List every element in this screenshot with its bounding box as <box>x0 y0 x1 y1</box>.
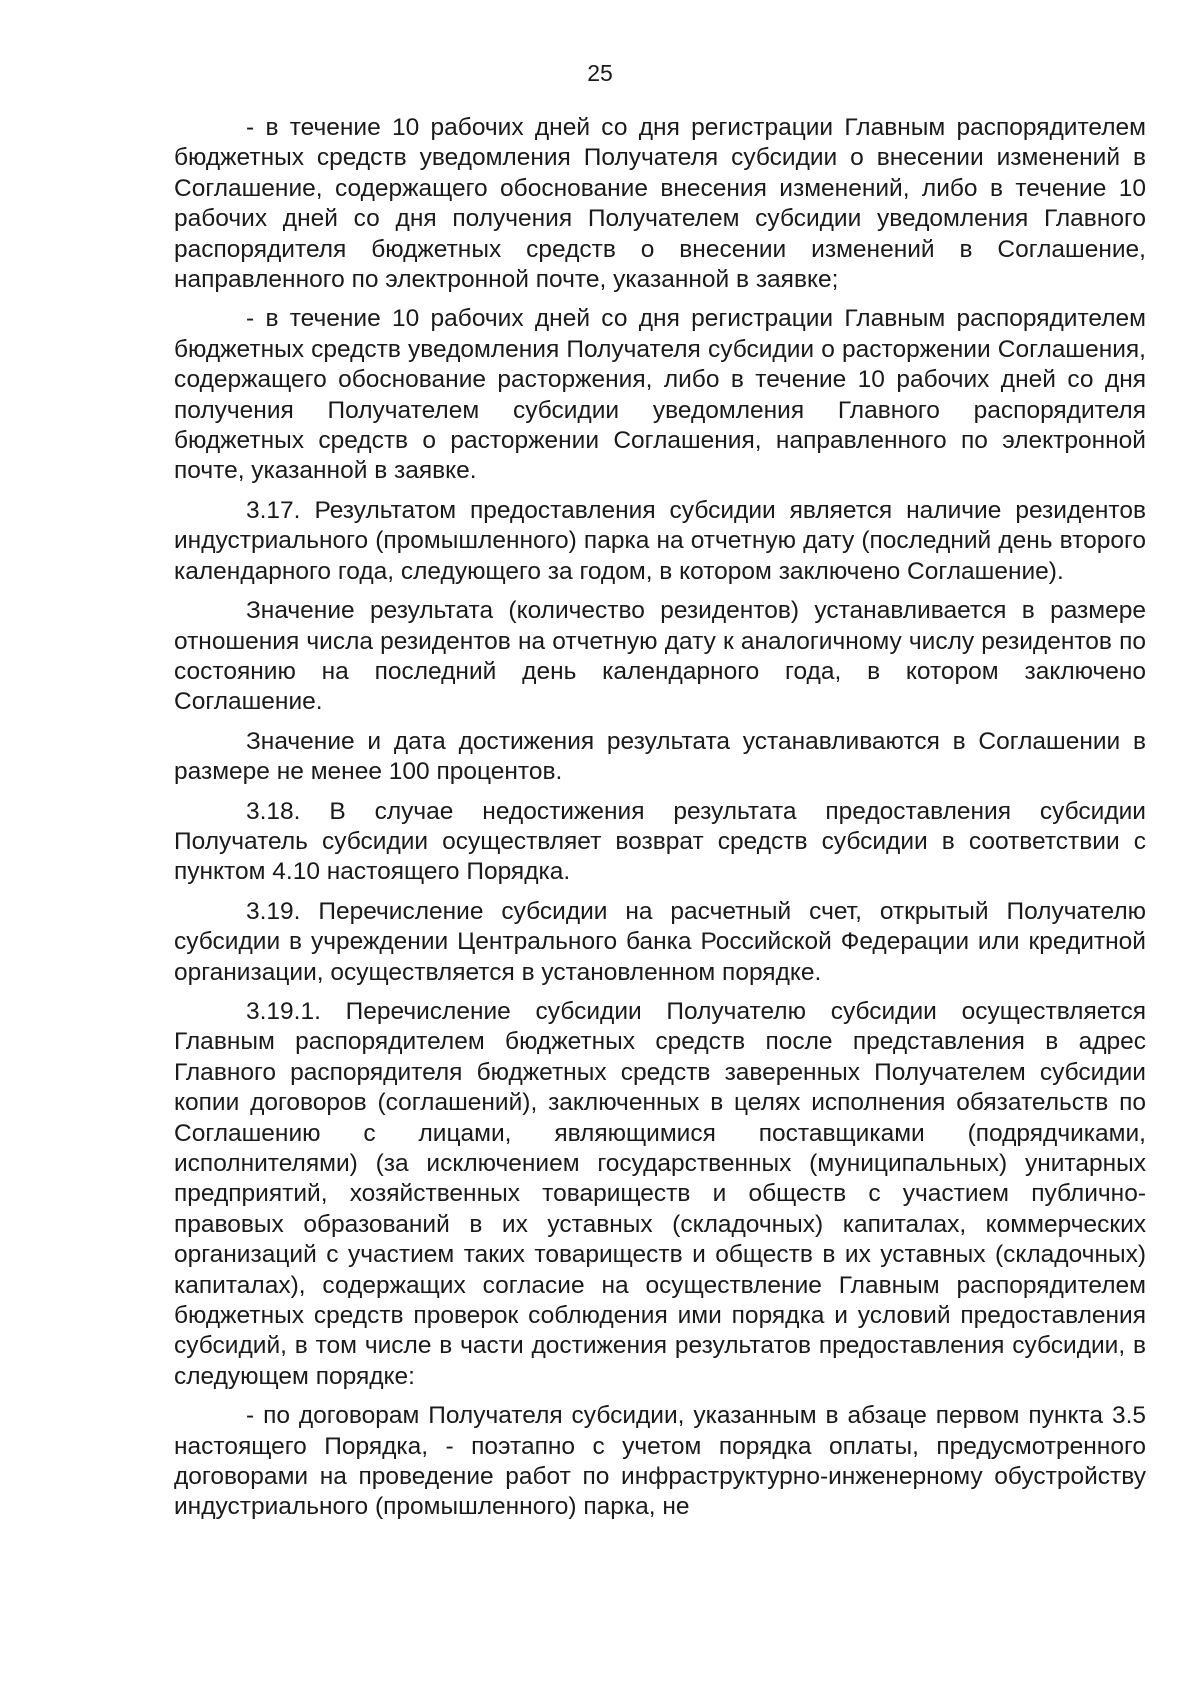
paragraph-3-19-1-transfer-procedure: 3.19.1. Перечисление субсидии Получателю субсидии осуществляется Главным распорядителем бюджетных средств после представления в адрес Главного распорядителя бюджетных средств заверенных Получателем субсидии копии договоров (соглашений), заключенных в целях исполнения обязательств по Соглашению с лицами, являющимися поставщиками (подрядчиками, исполнителями) (за исключением государственных (муниципальных) унитарных предприятий, хозяйственных товариществ и обществ с участием публично-правовых образований в их уставных (складочных) капиталах, коммерческих организаций с участием таких товариществ и обществ в их уставных (складочных) капиталах), содержащих согласие на осуществление Главным распорядителем бюджетных средств проверок соблюдения ими порядка и условий предоставления субсидий, в том числе в части достижения результатов предоставления субсидии, в следующем порядке: <box>174 997 1146 1390</box>
document-body <box>174 113 1146 1532</box>
paragraph-3-19-transfer: 3.19. Перечисление субсидии на расчетный счет, открытый Получателю субсидии в учреждении Центрального банка Российской Федерации или кредитной организации, осуществляется в установленном порядке. <box>174 897 1146 986</box>
paragraph-result-date: Значение и дата достижения результата устанавливаются в Соглашении в размере не менее 100 процентов. <box>174 727 1146 786</box>
page-number: 25 <box>587 60 613 86</box>
paragraph-result-value: Значение результата (количество резидентов) устанавливается в размере отношения числа резидентов на отчетную дату к аналогичному числу резидентов по состоянию на последний день календарного года, в котором заключено Соглашение. <box>174 597 1146 716</box>
paragraph-deadline-termination: - в течение 10 рабочих дней со дня регистрации Главным распорядителем бюджетных средств уведомления Получателя субсидии о расторжении Соглашения, содержащего обоснование расторжения, либо в течение 10 рабочих дней со дня получения Получателем субсидии уведомления Главного распорядителя бюджетных средств о расторжении Соглашения, направленного по электронной почте, указанной в заявке. <box>174 305 1146 485</box>
paragraph-contracts-stage: - по договорам Получателя субсидии, указанным в абзаце первом пункта 3.5 настоящего Порядка, - поэтапно с учетом порядка оплаты, предусмотренного договорами на проведение работ по инфраструктурно-инженерному обустройству индустриального (промышленного) парка, не <box>174 1402 1146 1521</box>
paragraph-deadline-amendment: - в течение 10 рабочих дней со дня регистрации Главным распорядителем бюджетных средств уведомления Получателя субсидии о внесении изменений в Соглашение, содержащего обоснование внесения изменений, либо в течение 10 рабочих дней со дня получения Получателем субсидии уведомления Главного распорядителя бюджетных средств о внесении изменений в Соглашение, направленного по электронной почте, указанной в заявке; <box>174 114 1146 294</box>
paragraph-3-18-non-achievement: 3.18. В случае недостижения результата предоставления субсидии Получатель субсидии осуществляет возврат средств субсидии в соответствии с пунктом 4.10 настоящего Порядка. <box>174 797 1146 886</box>
paragraph-3-17-result: 3.17. Результатом предоставления субсидии является наличие резидентов индустриального (промышленного) парка на отчетную дату (последний день второго календарного года, следующего за годом, в котором заключено Соглашение). <box>174 496 1146 585</box>
